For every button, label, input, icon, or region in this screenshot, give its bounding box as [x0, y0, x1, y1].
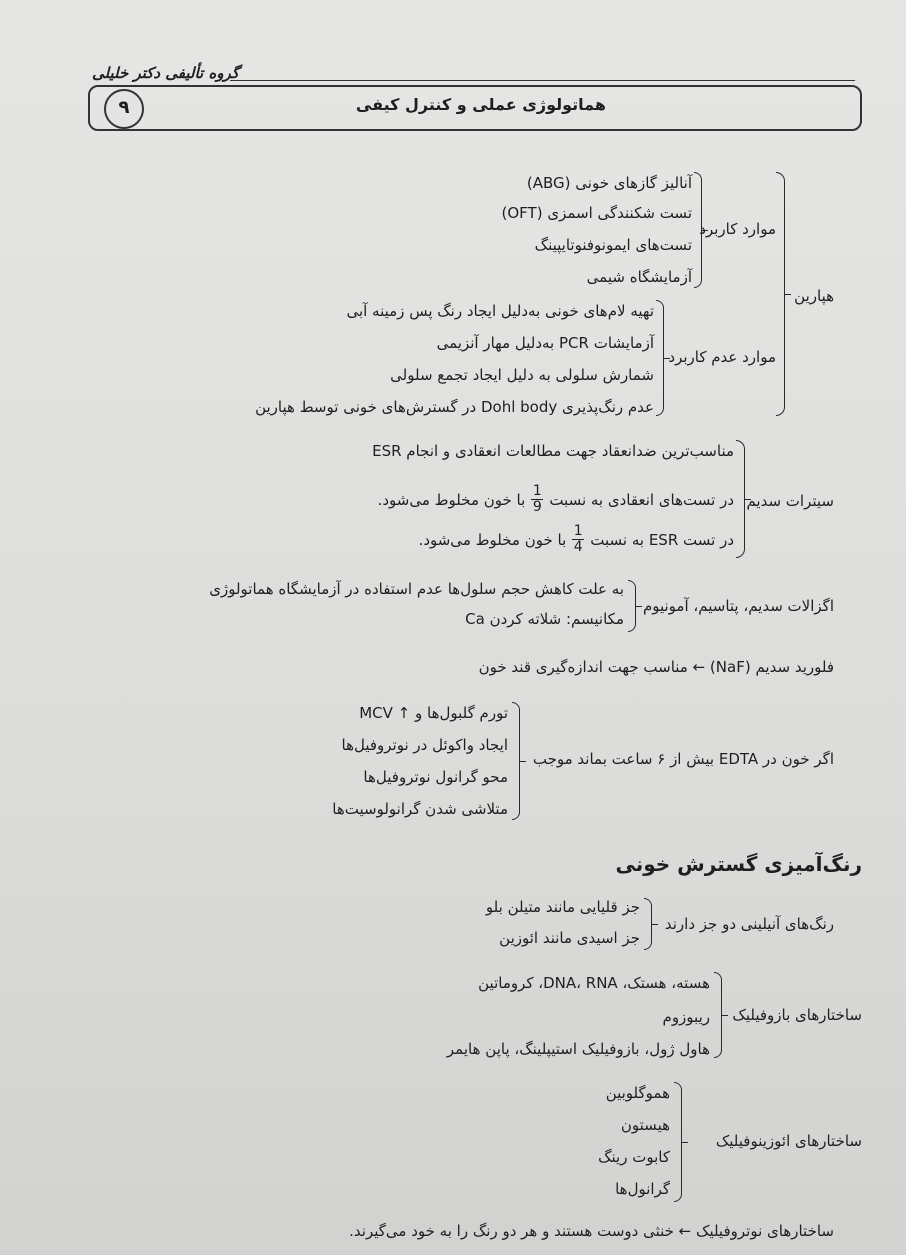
- ratio-fraction: [572, 524, 584, 555]
- heparin-label: هپارین: [794, 287, 834, 305]
- basophilic-item: هسته، هستک، DNA، RNA، کروماتین: [478, 974, 710, 992]
- eosinophilic-item: گرانول‌ها: [615, 1180, 670, 1198]
- nonuses-item: شمارش سلولی به دلیل ایجاد تجمع سلولی: [390, 366, 654, 384]
- eosinophilic-brace: [674, 1082, 682, 1202]
- book-title: هماتولوژی عملی و کنترل کیفی: [355, 95, 606, 114]
- citrate-text: در تست ESR به نسبت: [590, 530, 734, 549]
- citrate-text: با خون مخلوط می‌شود.: [418, 530, 567, 549]
- fraction-numerator: 1: [573, 523, 583, 539]
- basophilic-item: ریبوزوم: [662, 1008, 710, 1026]
- nonuses-item: آزمایشات PCR به‌دلیل مهار آنزیمی: [436, 334, 654, 352]
- basophilic-brace: [714, 972, 722, 1058]
- fraction-denominator: 9: [532, 499, 542, 515]
- citrate-brace: [736, 440, 745, 558]
- edta-label: اگر خون در EDTA بیش از ۶ ساعت بماند موجب: [532, 750, 834, 768]
- edta-item: محو گرانول نوتروفیل‌ها: [363, 768, 508, 786]
- heparin-uses-label: موارد کاربرد: [699, 220, 776, 238]
- edta-item: ایجاد واکوئل در نوتروفیل‌ها: [341, 736, 508, 754]
- eosinophilic-label: ساختارهای ائوزینوفیلیک: [715, 1132, 862, 1150]
- page-number: ۹: [104, 89, 144, 129]
- fraction-numerator: 1: [532, 483, 542, 499]
- oxalate-item: مکانیسم: شلاته کردن Ca: [465, 610, 624, 628]
- basophilic-label: ساختارهای بازوفیلیک: [732, 1006, 862, 1024]
- header-rule: [230, 80, 855, 81]
- edta-brace: [512, 702, 520, 820]
- oxalate-label: اگزالات سدیم، پتاسیم، آمونیوم: [642, 597, 834, 615]
- edta-item: تورم گلبول‌ها و ↑ MCV: [359, 704, 508, 722]
- uses-item: تست‌های ایمونوفنوتایپینگ: [534, 236, 692, 254]
- uses-item: تست شکنندگی اسمزی (OFT): [501, 204, 692, 222]
- oxalate-item: به علت کاهش حجم سلول‌ها عدم استفاده در آزمایشگاه هماتولوژی: [209, 580, 624, 598]
- eosinophilic-item: هموگلوبین: [605, 1084, 670, 1102]
- citrate-label: سیترات سدیم: [746, 492, 834, 510]
- citrate-line: مناسب‌ترین ضدانعقاد جهت مطالعات انعقادی و انجام ESR: [372, 442, 734, 460]
- nonuses-item: تهیه لام‌های خونی به‌دلیل ایجاد رنگ پس زمینه آبی: [346, 302, 654, 320]
- edta-item: متلاشی شدن گرانولوسیت‌ها: [332, 800, 508, 818]
- citrate-text: با خون مخلوط می‌شود.: [377, 490, 526, 509]
- fluoride-line: فلورید سدیم (NaF) ← مناسب جهت اندازه‌گیری قند خون: [478, 658, 834, 676]
- eosinophilic-item: کابوت رینگ: [598, 1148, 670, 1166]
- neutrophilic-line: ساختارهای نوتروفیلیک ← خنثی دوست هستند و هر دو رنگ را به خود می‌گیرند.: [349, 1222, 834, 1240]
- nonuses-brace: [656, 300, 664, 416]
- author-group: گروه تألیفی دکتر خلیلی: [92, 64, 239, 82]
- section-heading: رنگ‌آمیزی گسترش خونی: [615, 852, 862, 876]
- fraction-denominator: 4: [573, 539, 583, 555]
- heparin-nonuses-label: موارد عدم کاربرد: [668, 348, 776, 366]
- uses-item: آنالیز گازهای خونی (ABG): [526, 174, 692, 192]
- oxalate-brace: [628, 580, 636, 632]
- aniline-item: جز قلیایی مانند متیلن بلو: [485, 898, 640, 916]
- citrate-line: [419, 524, 734, 555]
- uses-item: آزمایشگاه شیمی: [586, 268, 692, 286]
- basophilic-item: هاول ژول، بازوفیلیک استیپلینگ، پاپن هایمر: [446, 1040, 710, 1058]
- citrate-line: [378, 484, 734, 515]
- aniline-item: جز اسیدی مانند ائوزین: [499, 929, 640, 947]
- heparin-brace: [776, 172, 785, 416]
- ratio-fraction: [531, 484, 543, 515]
- nonuses-item: عدم رنگ‌پذیری Dohl body در گسترش‌های خونی توسط هپارین: [255, 398, 654, 416]
- eosinophilic-item: هیستون: [620, 1116, 670, 1134]
- aniline-label: رنگ‌های آنیلینی دو جز دارند: [664, 915, 834, 933]
- uses-brace: [694, 172, 702, 288]
- aniline-brace: [644, 898, 652, 950]
- citrate-text: در تست‌های انعقادی به نسبت: [549, 490, 734, 509]
